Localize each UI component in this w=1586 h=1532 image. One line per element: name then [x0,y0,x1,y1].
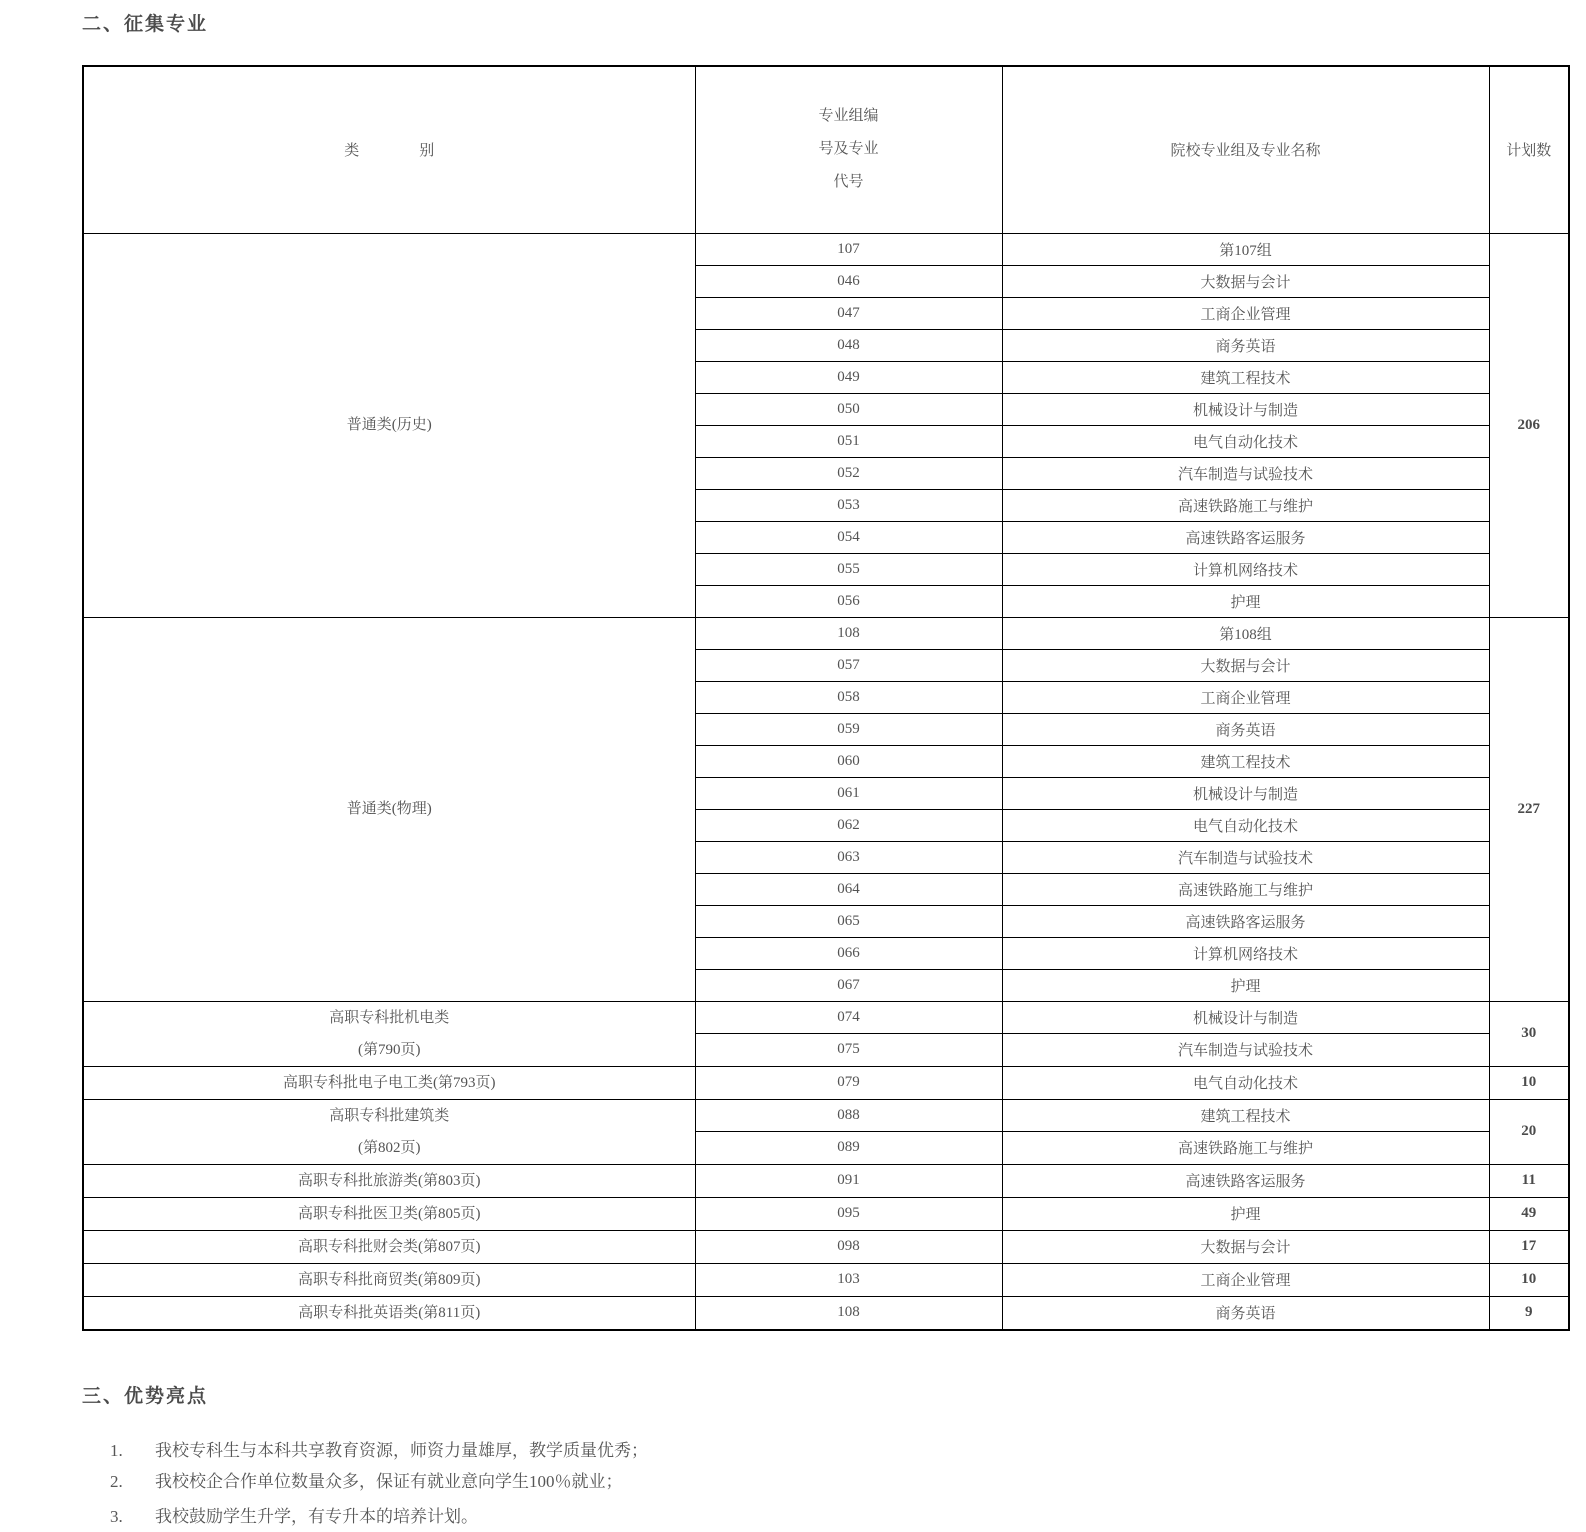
table-row [83,1263,1569,1296]
category-cell: 高职专科批建筑类 (第802页) [83,1099,695,1164]
major-code-cell: 091 [695,1164,1002,1197]
major-code-cell: 107 [695,233,1002,265]
table-body [83,233,1569,1330]
category-cell: 高职专科批财会类(第807页) [83,1230,695,1263]
plan-count-cell: 20 [1489,1099,1569,1164]
highlight-number: 3. [110,1506,123,1526]
major-code-cell: 108 [695,1296,1002,1330]
major-name-cell: 高速铁路客运服务 [1002,1164,1489,1197]
major-code-cell: 058 [695,681,1002,713]
highlights-list [82,1435,1570,1532]
major-code-cell: 067 [695,969,1002,1001]
major-code-cell: 089 [695,1132,1002,1165]
highlight-item [82,1501,1570,1532]
major-code-cell: 056 [695,585,1002,617]
plan-count-cell: 227 [1489,617,1569,1001]
header-major-name: 院校专业组及专业名称 [1002,66,1489,233]
major-name-cell: 建筑工程技术 [1002,1099,1489,1132]
major-code-cell: 053 [695,489,1002,521]
major-name-cell: 机械设计与制造 [1002,393,1489,425]
plan-count-cell: 9 [1489,1296,1569,1330]
major-name-cell: 计算机网络技术 [1002,553,1489,585]
table-row [83,1164,1569,1197]
highlight-item [82,1435,1570,1466]
table-row [83,1230,1569,1263]
major-code-cell: 057 [695,649,1002,681]
major-name-cell: 第107组 [1002,233,1489,265]
major-name-cell: 电气自动化技术 [1002,425,1489,457]
plan-count-cell: 206 [1489,233,1569,617]
category-cell: 高职专科批医卫类(第805页) [83,1197,695,1230]
major-code-cell: 051 [695,425,1002,457]
major-name-cell: 护理 [1002,585,1489,617]
header-group-code-line2: 号及专业 [818,141,879,158]
major-code-cell: 062 [695,809,1002,841]
major-code-cell: 063 [695,841,1002,873]
major-code-cell: 061 [695,777,1002,809]
major-code-cell: 095 [695,1197,1002,1230]
plan-count-cell: 11 [1489,1164,1569,1197]
major-code-cell: 103 [695,1263,1002,1296]
major-code-cell: 064 [695,873,1002,905]
major-code-cell: 047 [695,297,1002,329]
major-name-cell: 汽车制造与试验技术 [1002,1034,1489,1067]
highlight-text: 我校鼓励学生升学，有专升本的培养计划。 [155,1506,478,1526]
highlight-text: 我校专科生与本科共享教育资源，师资力量雄厚，教学质量优秀； [155,1440,648,1460]
plan-count-cell: 49 [1489,1197,1569,1230]
major-code-cell: 065 [695,905,1002,937]
plan-count-cell: 10 [1489,1066,1569,1099]
category-cell: 高职专科批电子电工类(第793页) [83,1066,695,1099]
major-name-cell: 商务英语 [1002,1296,1489,1330]
table-row [83,1066,1569,1099]
major-name-cell: 商务英语 [1002,713,1489,745]
highlight-text: 我校校企合作单位数量众多，保证有就业意向学生100％就业； [155,1471,623,1491]
major-name-cell: 商务英语 [1002,329,1489,361]
table-row [83,1296,1569,1330]
major-name-cell: 护理 [1002,1197,1489,1230]
major-name-cell: 工商企业管理 [1002,297,1489,329]
major-name-cell: 高速铁路施工与维护 [1002,873,1489,905]
section2-title: 二、征集专业 [82,14,209,35]
major-code-cell: 108 [695,617,1002,649]
highlight-number: 2. [110,1471,123,1491]
header-group-code-line3: 代号 [833,174,864,191]
major-name-cell: 电气自动化技术 [1002,809,1489,841]
major-code-cell: 060 [695,745,1002,777]
section3-title: 三、优势亮点 [82,1385,209,1407]
major-name-cell: 机械设计与制造 [1002,777,1489,809]
header-group-code [695,66,1002,233]
major-name-cell: 电气自动化技术 [1002,1066,1489,1099]
table-row [83,233,1569,265]
major-name-cell: 高速铁路施工与维护 [1002,489,1489,521]
major-code-cell: 075 [695,1034,1002,1067]
category-cell: 高职专科批商贸类(第809页) [83,1263,695,1296]
major-name-cell: 大数据与会计 [1002,1230,1489,1263]
plan-count-cell: 30 [1489,1001,1569,1066]
table-header-row [83,66,1569,233]
major-name-cell: 建筑工程技术 [1002,361,1489,393]
table-row [83,617,1569,649]
major-name-cell: 建筑工程技术 [1002,745,1489,777]
table-row [83,1099,1569,1132]
major-code-cell: 098 [695,1230,1002,1263]
major-code-cell: 088 [695,1099,1002,1132]
major-code-cell: 050 [695,393,1002,425]
category-cell: 高职专科批旅游类(第803页) [83,1164,695,1197]
major-name-cell: 汽车制造与试验技术 [1002,841,1489,873]
major-name-cell: 计算机网络技术 [1002,937,1489,969]
major-code-cell: 059 [695,713,1002,745]
category-cell: 高职专科批机电类 (第790页) [83,1001,695,1066]
major-name-cell: 高速铁路客运服务 [1002,521,1489,553]
major-name-cell: 汽车制造与试验技术 [1002,457,1489,489]
major-code-cell: 066 [695,937,1002,969]
plan-count-cell: 10 [1489,1263,1569,1296]
majors-table [82,65,1570,1331]
category-cell: 普通类(历史) [83,233,695,617]
table-row [83,1197,1569,1230]
major-code-cell: 049 [695,361,1002,393]
major-name-cell: 第108组 [1002,617,1489,649]
major-name-cell: 工商企业管理 [1002,1263,1489,1296]
major-name-cell: 大数据与会计 [1002,265,1489,297]
major-name-cell: 高速铁路客运服务 [1002,905,1489,937]
major-code-cell: 054 [695,521,1002,553]
major-code-cell: 055 [695,553,1002,585]
major-code-cell: 048 [695,329,1002,361]
major-name-cell: 工商企业管理 [1002,681,1489,713]
highlight-number: 1. [110,1440,123,1460]
major-name-cell: 护理 [1002,969,1489,1001]
category-cell: 高职专科批英语类(第811页) [83,1296,695,1330]
major-code-cell: 079 [695,1066,1002,1099]
category-cell: 普通类(物理) [83,617,695,1001]
major-code-cell: 052 [695,457,1002,489]
major-name-cell: 高速铁路施工与维护 [1002,1132,1489,1165]
header-plan-count: 计划数 [1489,66,1569,233]
header-group-code-line1: 专业组编 [818,108,879,125]
plan-count-cell: 17 [1489,1230,1569,1263]
major-name-cell: 机械设计与制造 [1002,1001,1489,1034]
major-name-cell: 大数据与会计 [1002,649,1489,681]
highlight-item [82,1466,1570,1497]
table-row [83,1001,1569,1034]
major-code-cell: 074 [695,1001,1002,1034]
header-category: 类 别 [83,66,695,233]
major-code-cell: 046 [695,265,1002,297]
